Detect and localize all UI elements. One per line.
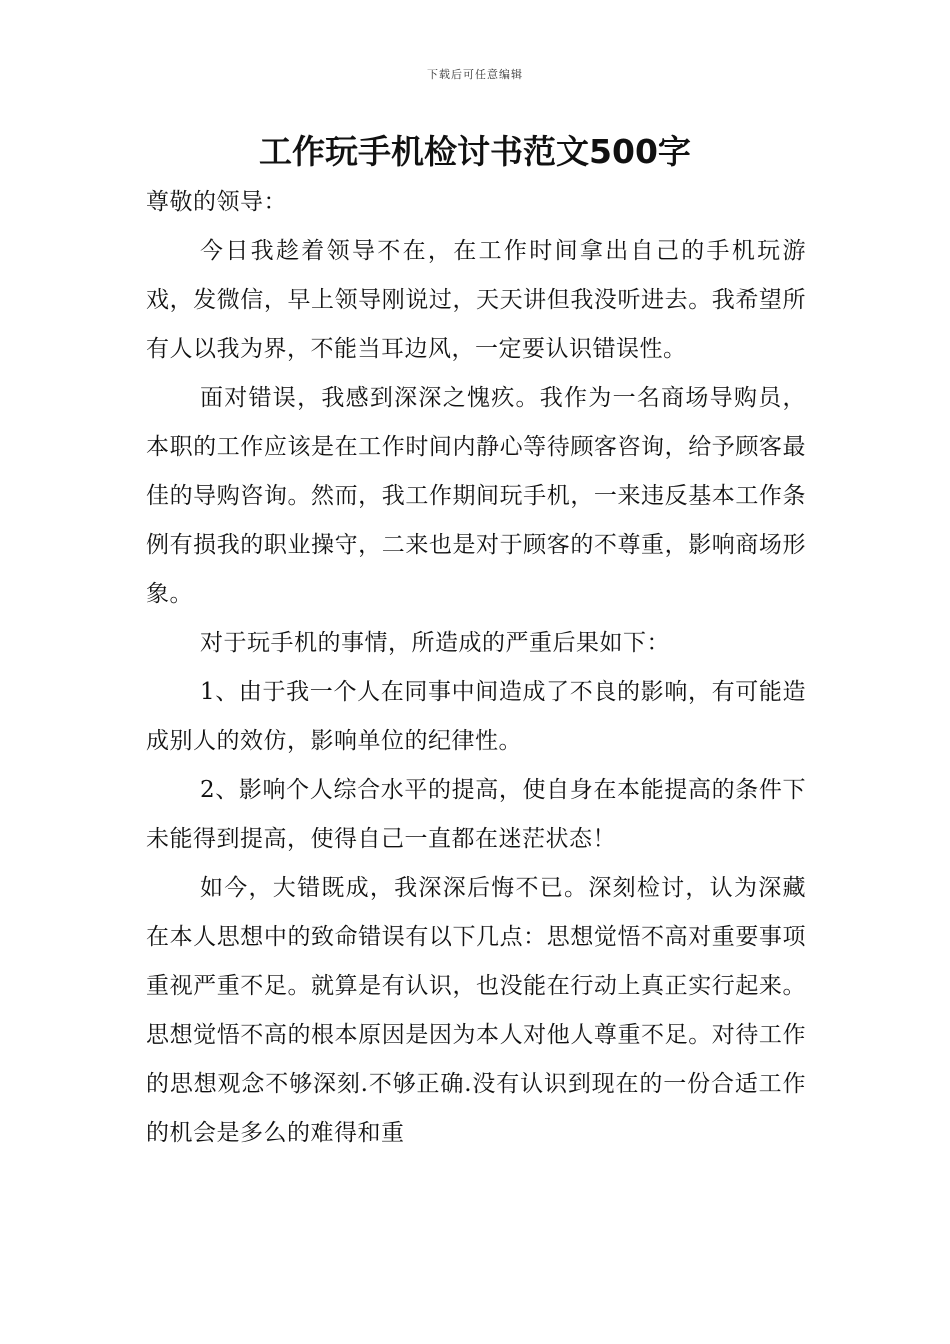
page-title: 工作玩手机检讨书范文500字 (259, 132, 691, 171)
paragraph: 如今，大错既成，我深深后悔不已。深刻检讨，认为深藏在本人思想中的致命错误有以下几点：思想觉悟不高对重要事项重视严重不足。就算是有认识，也没能在行动上真正实行起来。思想觉悟不高的根本原因是因为本人对他人尊重不足。对待工作的思想观念不够深刻.不够正确.没有认识到现在的一份合适工作的机会是多么的难得和重 (146, 875, 806, 1146)
paragraph: 今日我趁着领导不在，在工作时间拿出自己的手机玩游戏，发微信，早上领导刚说过，天天讲但我没听进去。我希望所有人以我为界，不能当耳边风，一定要认识错误性。 (146, 238, 806, 362)
salutation: 尊敬的领导： (146, 189, 287, 215)
document-body (146, 178, 806, 1158)
paragraph: 对于玩手机的事情，所造成的严重后果如下： (200, 630, 670, 656)
numbered-item: 2、影响个人综合水平的提高，使自身在本能提高的条件下未能得到提高，使得自己一直都在迷茫状态！ (146, 777, 806, 852)
numbered-item: 1、由于我一个人在同事中间造成了不良的影响，有可能造成别人的效仿，影响单位的纪律性。 (146, 679, 806, 754)
paragraph: 面对错误，我感到深深之愧疚。我作为一名商场导购员，本职的工作应该是在工作时间内静心等待顾客咨询，给予顾客最佳的导购咨询。然而，我工作期间玩手机，一来违反基本工作条例有损我的职业操守，二来也是对于顾客的不尊重，影响商场形象。 (146, 385, 806, 607)
header-note: 下载后可任意编辑 (427, 68, 523, 81)
